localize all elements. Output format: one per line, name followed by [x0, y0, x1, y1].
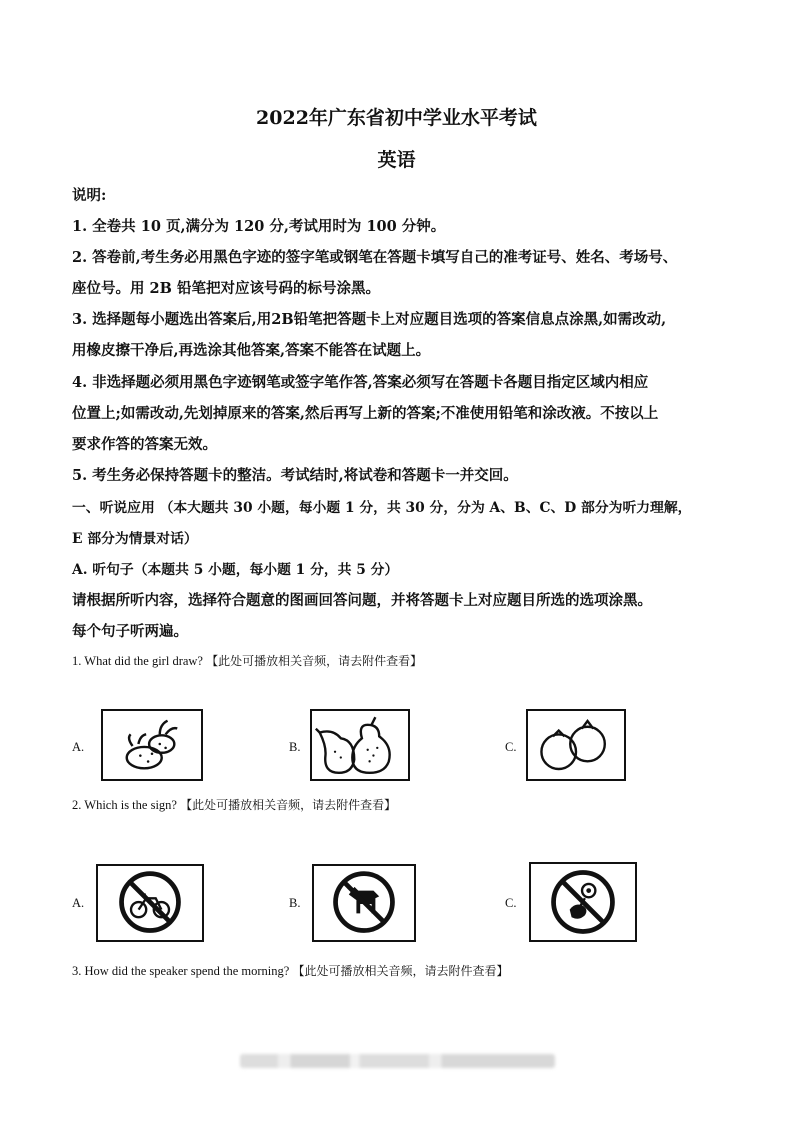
- instructions-heading: 说明:: [72, 187, 107, 204]
- instruction-line: 位置上;如需改动,先划掉原来的答案,然后再写上新的答案;不准使用铅笔和涂改液。不按以上: [72, 405, 659, 422]
- strawberry-icon[interactable]: [101, 709, 203, 781]
- question-1: [72, 652, 422, 669]
- option-label: B.: [289, 740, 301, 754]
- exam-title: 2022年广东省初中学业水平考试: [256, 107, 537, 129]
- option-label: A.: [72, 896, 85, 910]
- question-2: [72, 796, 396, 813]
- part-a-heading: A. 听句子（本题共 5 小题，每小题 1 分，共 5 分）: [72, 562, 399, 578]
- option-label: C.: [505, 740, 517, 754]
- question-3: [72, 962, 508, 979]
- no-bicycle-sign-icon[interactable]: [96, 864, 204, 942]
- directions-line: 请根据所听内容，选择符合题意的图画回答问题，并将答题卡上对应题目所选的选项涂黑。: [72, 592, 652, 609]
- instruction-line: 1. 全卷共 10 页,满分为 120 分,考试用时为 100 分钟。: [72, 218, 446, 235]
- instruction-line: 4. 非选择题必须用黑色字迹钢笔或签字笔作答,答案必须写在答题卡各题目指定区域内相应: [72, 374, 649, 391]
- blurred-footer-watermark: [240, 1054, 555, 1068]
- instruction-line: 座位号。用 2B 铅笔把对应该号码的标号涂黑。: [72, 280, 380, 297]
- audio-note[interactable]: 【此处可播放相关音频，请去附件查看】: [180, 798, 397, 812]
- instruction-line: 5. 考生务必保持答题卡的整洁。考试结时,将试卷和答题卡一并交回。: [72, 467, 518, 484]
- question-text: 2. Which is the sign?: [72, 798, 177, 812]
- instruction-line: 要求作答的答案无效。: [72, 436, 217, 453]
- question-text: 1. What did the girl draw?: [72, 654, 203, 668]
- option-label: A.: [72, 740, 85, 754]
- section-heading: 一、听说应用 （本大题共 30 小题，每小题 1 分，共 30 分，分为 A、B、C、D 部分为听力理解，: [72, 500, 692, 516]
- pear-icon[interactable]: [310, 709, 410, 781]
- exam-subject: 英语: [377, 149, 416, 171]
- option-label: B.: [289, 896, 301, 910]
- no-picking-flowers-sign-icon[interactable]: [529, 862, 637, 942]
- option-label: C.: [505, 896, 517, 910]
- section-heading-cont: E 部分为情景对话）: [72, 531, 198, 547]
- tomato-icon[interactable]: [526, 709, 626, 781]
- audio-note[interactable]: 【此处可播放相关音频，请去附件查看】: [206, 654, 423, 668]
- question-text: 3. How did the speaker spend the morning?: [72, 964, 290, 978]
- instruction-line: 3. 选择题每小题选出答案后,用2B铅笔把答题卡上对应题目选项的答案信息点涂黑,如需改动,: [72, 311, 667, 328]
- directions-line: 每个句子听两遍。: [72, 623, 188, 640]
- no-dog-sign-icon[interactable]: [312, 864, 416, 942]
- instruction-line: 2. 答卷前,考生务必用黑色字迹的签字笔或钢笔在答题卡填写自己的准考证号、姓名、考场号、: [72, 249, 678, 266]
- audio-note[interactable]: 【此处可播放相关音频，请去附件查看】: [292, 964, 509, 978]
- instruction-line: 用橡皮擦干净后,再选涂其他答案,答案不能答在试题上。: [72, 342, 431, 359]
